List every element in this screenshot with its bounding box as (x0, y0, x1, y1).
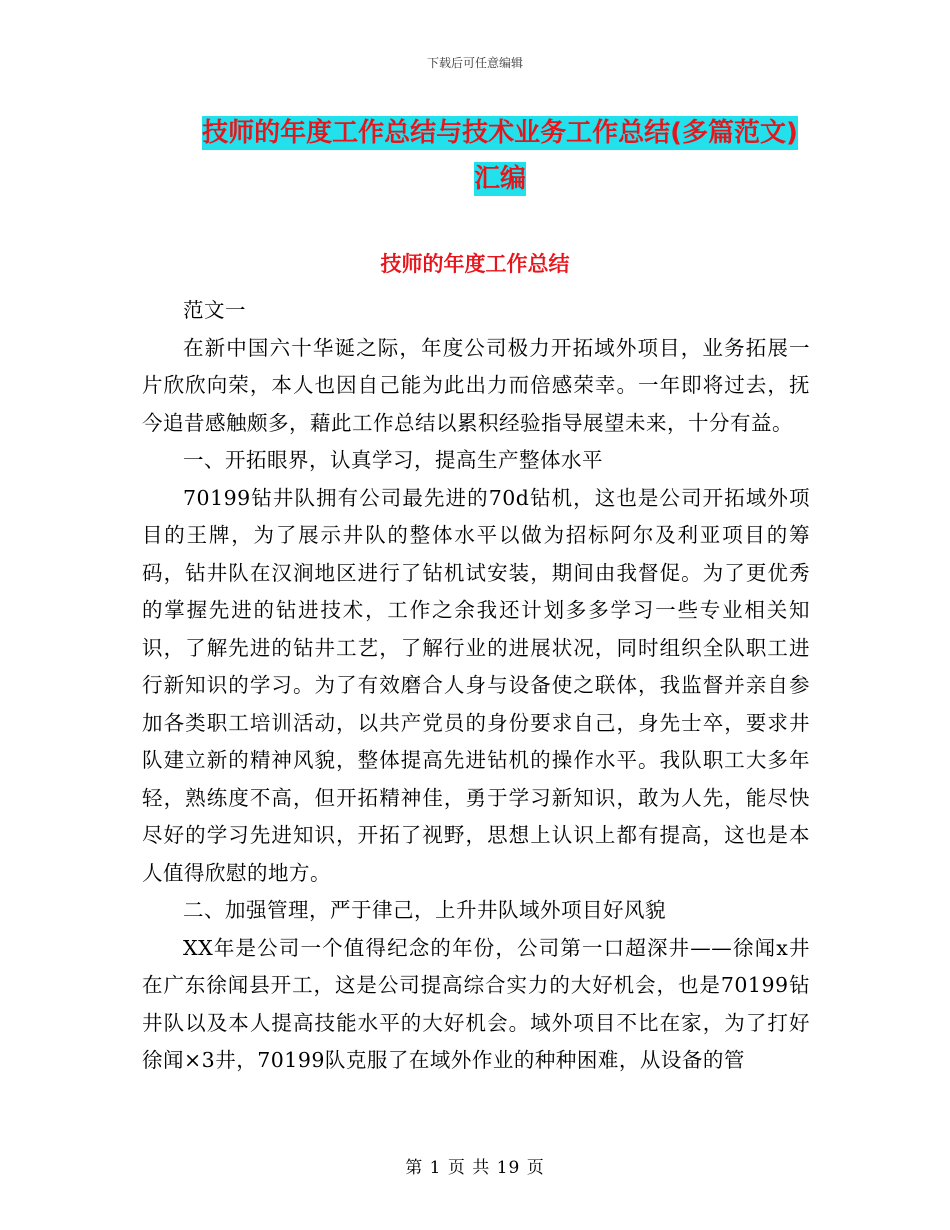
paragraph: XX年是公司一个值得纪念的年份，公司第一口超深井——徐闻x井在广东徐闻县开工，这是公司提高综合实力的大好机会，也是70199钻井队以及本人提高技能水平的大好机会。域外项目不比在家，为了打好徐闻×3井，70199队克服了在域外作业的种种困难，从设备的管 (142, 935, 810, 1072)
document-title (140, 110, 860, 202)
document-title-line-2: 汇编 (473, 164, 526, 194)
page-footer: 第 1 页 共 19 页 (405, 1158, 545, 1178)
paragraph: 一、开拓眼界，认真学习，提高生产整体水平 (183, 448, 603, 472)
paragraph: 70199钻井队拥有公司最先进的70d钻机，这也是公司开拓域外项目的王牌，为了展示井队的整体水平以做为招标阿尔及利亚项目的筹码，钻井队在汉涧地区进行了钻机试安装，期间由我督促。为了更优秀的掌握先进的钻进技术，工作之余我还计划多多学习一些专业相关知识，了解先进的钻井工艺，了解行业的进展状况，同时组织全队职工进行新知识的学习。为了有效磨合人身与设备使之联体，我监督并亲自参加各类职工培训活动，以共产党员的身份要求自己，身先士卒，要求井队建立新的精神风貌，整体提高先进钻机的操作水平。我队职工大多年轻，熟练度不高，但开拓精神佳，勇于学习新知识，敢为人先，能尽快尽好的学习先进知识，开拓了视野，思想上认识上都有提高，这也是本人值得欣慰的地方。 (142, 485, 810, 885)
paragraph: 范文一 (183, 298, 246, 322)
document-title-line-1: 技师的年度工作总结与技术业务工作总结(多篇范文) (202, 118, 798, 148)
paragraph: 在新中国六十华诞之际，年度公司极力开拓域外项目，业务拓展一片欣欣向荣，本人也因自己能为此出力而倍感荣幸。一年即将过去，抚今追昔感触颇多，藉此工作总结以累积经验指导展望未来，十分有益。 (142, 335, 810, 435)
paragraph: 二、加强管理，严于律己，上升井队域外项目好风貌 (183, 898, 666, 922)
body-text (142, 292, 810, 1080)
header-note: 下载后可任意编辑 (426, 56, 523, 70)
section-title: 技师的年度工作总结 (380, 252, 570, 276)
